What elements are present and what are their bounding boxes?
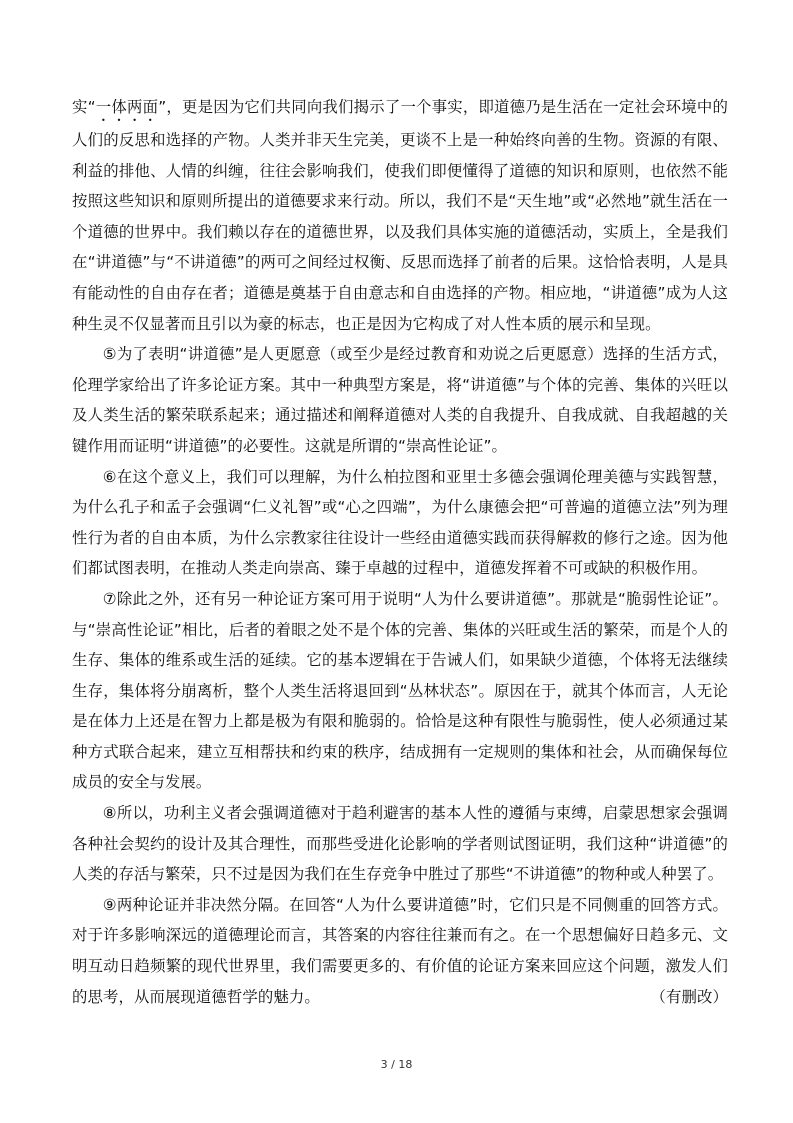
- paragraph-5: ⑤为了表明“讲道德”是人更愿意（或至少是经过教育和劝说之后更愿意）选择的生活方式，伦理学家给出了许多论证方案。其中一种典型方案是，将“讲道德”与个体的完善、集体的兴旺以及人类生活的繁荣联系起来；通过描述和阐释道德对人类的自我提升、自我成就、自我超越的关键作用而证明“讲道德”的必要性。这就是所谓的“崇高性论证”。: [72, 345, 728, 455]
- paragraph-8: ⑧所以，功利主义者会强调道德对于趋利避害的基本人性的遵循与束缚，启蒙思想家会强调各种社会契约的设计及其合理性，而那些受进化论影响的学者则试图证明，我们这种“讲道德”的人类的存活与繁荣，只不过是因为我们在生存竞争中胜过了那些“不讲道德”的物种或人种罢了。: [72, 804, 728, 884]
- edit-note: （有删改）: [650, 987, 728, 1006]
- paragraph-continuation: [72, 92, 728, 339]
- page-number: 3 / 18: [380, 1058, 413, 1071]
- paragraph-7: ⑦除此之外，还有另一种论证方案可用于说明“人为什么要讲道德”。那就是“脆弱性论证”。与“崇高性论证”相比，后者的着眼之处不是个体的完善、集体的兴旺或生活的繁荣，而是个人的生存、集体的维系或生活的延续。它的基本逻辑在于告诫人们，如果缺少道德，个体将无法继续生存，集体将分崩离析，整个人类生活将退回到“丛林状态”。原因在于，就其个体而言，人无论是在体力上还是在智力上都是极为有限和脆弱的。恰恰是这种有限性与脆弱性，使人必须通过某种方式联合起来，建立互相帮扶和约束的秩序，结成拥有一定规则的集体和社会，从而确保每位成员的安全与发展。: [72, 589, 728, 792]
- paragraph-text: ”，更是因为它们共同向我们揭示了一个事实，即道德乃是生活在一定社会环境中的人们的反思和选择的产物。人类并非天生完美，更谈不上是一种始终向善的生物。资源的有限、利益的排他、人情的纠缠，往往会影响我们，使我们即便懂得了道德的知识和原则，也依然不能按照这些知识和原则所提出的道德要求来行动。所以，我们不是“天生地”或“必然地”就生活在一个道德的世界中。我们赖以存在的道德世界，以及我们具体实施的道德活动，实质上，全是我们在“讲道德”与“不讲道德”的两可之间经过权衡、反思而选择了前者的后果。这恰恰表明，人是具有能动性的自由存在者；道德是奠基于自由意志和自由选择的产物。相应地，“讲道德”成为人这种生灵不仅显著而且引以为豪的标志，也正是因为它构成了对人性本质的展示和呈现。: [72, 98, 728, 333]
- paragraph-6: ⑥在这个意义上，我们可以理解，为什么柏拉图和亚里士多德会强调伦理美德与实践智慧，为什么孔子和孟子会强调“仁义礼智”或“心之四端”，为什么康德会把“可普遍的道德立法”列为理性行为者的自由本质，为什么宗教家往往设计一些经由道德实践而获得解救的修行之途。因为他们都试图表明，在推动人类走向崇高、臻于卓越的过程中，道德发挥着不可或缺的积极作用。: [72, 467, 728, 578]
- paragraph-9-text: ⑨两种论证并非决然分隔。在回答“人为什么要讲道德”时，它们只是不同侧重的回答方式。对于许多影响深远的道德理论而言，其答案的内容往往兼而有之。在一个思想偏好日趋多元、文明互动日趋频繁的现代世界里，我们需要更多的、有价值的论证方案来回应这个问题，激发人们的思考，从而展现道德哲学的魅力。: [72, 895, 728, 1006]
- document-body: [72, 92, 728, 1012]
- paragraph-lead: 实“: [72, 98, 96, 116]
- emphasized-term: 一体两面: [95, 98, 159, 116]
- paragraph-9: [72, 890, 728, 1012]
